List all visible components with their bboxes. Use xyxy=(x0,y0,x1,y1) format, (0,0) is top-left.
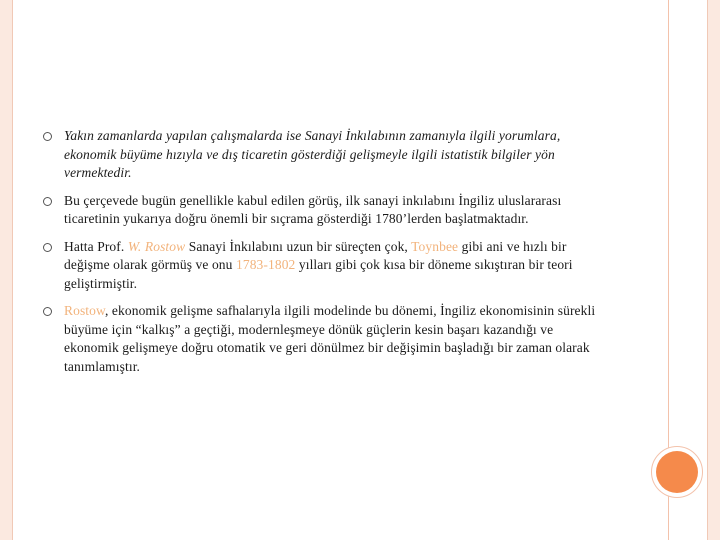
bullet-text: , ekonomik gelişme safhalarıyla ilgili modelinde bu dönemi, İngiliz ekonomisinin sürekli büyüme için “kalkış” a geçtiği, modernleşmeye dönük güçlerin kesin başarı kazandığı ve ekonomik gelişmeye doğru otomatik ve geri dönülmez bir değişimin başladığı bir zaman olarak tanımlamıştır. xyxy=(64,303,596,374)
highlight-name-rostow: W. Rostow xyxy=(127,238,186,254)
bullet-circle-icon xyxy=(43,132,52,141)
highlight-name-toynbee: Toynbee xyxy=(411,238,459,254)
bullet-text: Bu çerçevede bugün genellikle kabul edilen görüş, ilk sanayi inkılabını İngiliz uluslararası ticaretinin yukarıya doğru önemli bir sıçrama gösterdiği 1780’lerden başlatmaktadır. xyxy=(64,192,562,226)
decorative-orange-circle xyxy=(656,451,698,493)
bullet-text-part: Sanayi İnkılabını uzun bir süreçten çok, xyxy=(185,238,412,254)
bullet-text-part: gibi ani ve hızlı bir değişme olarak görmüş ve onu xyxy=(64,238,567,272)
highlight-name-rostow: Rostow xyxy=(64,303,105,318)
bullet-circle-icon xyxy=(43,243,52,252)
bullet-item-4 xyxy=(40,302,610,376)
bullet-item-3 xyxy=(40,238,610,294)
bullet-text: Yakın zamanlarda yapılan çalışmalarda ise Sanayi İnkılabının zamanıyla ilgili yorumlara, ekonomik büyüme hızıyla ve dış ticaretin gösterdiği gelişmeyle ilgili istatistik bilgiler yön vermektedir. xyxy=(64,128,561,180)
bullet-text-part: Hatta Prof. xyxy=(64,238,128,254)
bullet-circle-icon xyxy=(43,197,52,206)
bullet-list xyxy=(40,127,610,385)
bullet-item-1 xyxy=(40,127,610,183)
highlight-years: 1783-1802 xyxy=(236,257,296,272)
bullet-circle-icon xyxy=(43,307,52,316)
bullet-text-part: yılları gibi çok kısa bir döneme sıkıştıran bir teori geliştirmiştir. xyxy=(64,257,573,291)
bullet-item-2 xyxy=(40,192,610,229)
